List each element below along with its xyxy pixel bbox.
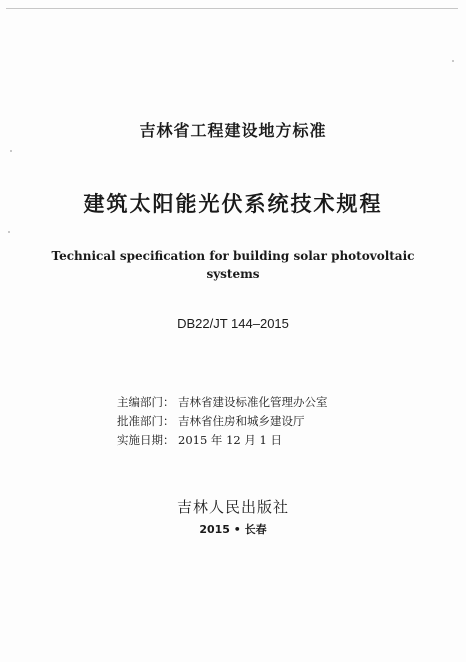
document-title-en [40, 247, 426, 283]
issuer-heading: 吉林省工程建设地方标准 [139, 121, 327, 140]
info-label: 批准部门： [117, 414, 175, 428]
scan-speck [452, 60, 454, 62]
info-row-approver [117, 412, 328, 431]
info-row-editor [117, 393, 328, 412]
document-info-block [117, 393, 328, 450]
standard-code: DB22/JT 144–2015 [177, 316, 289, 331]
title-en-line-2: systems [206, 267, 260, 281]
title-en-line-1: Technical specification for building solar photovoltaic [51, 249, 415, 263]
info-label: 实施日期： [117, 433, 175, 447]
scan-speck [8, 231, 10, 233]
info-row-effective-date [117, 431, 328, 450]
info-value: 吉林省建设标准化管理办公室 [178, 395, 328, 409]
scan-edge-line [6, 8, 458, 9]
info-value: 吉林省住房和城乡建设厅 [178, 414, 305, 428]
info-label: 主编部门： [117, 395, 175, 409]
publication-place-year: 2015 • 长春 [199, 523, 267, 536]
info-value: 2015 年 12 月 1 日 [178, 433, 282, 447]
document-title-cn: 建筑太阳能光伏系统技术规程 [83, 192, 383, 216]
publisher-name: 吉林人民出版社 [176, 498, 289, 516]
scan-speck [10, 150, 12, 152]
